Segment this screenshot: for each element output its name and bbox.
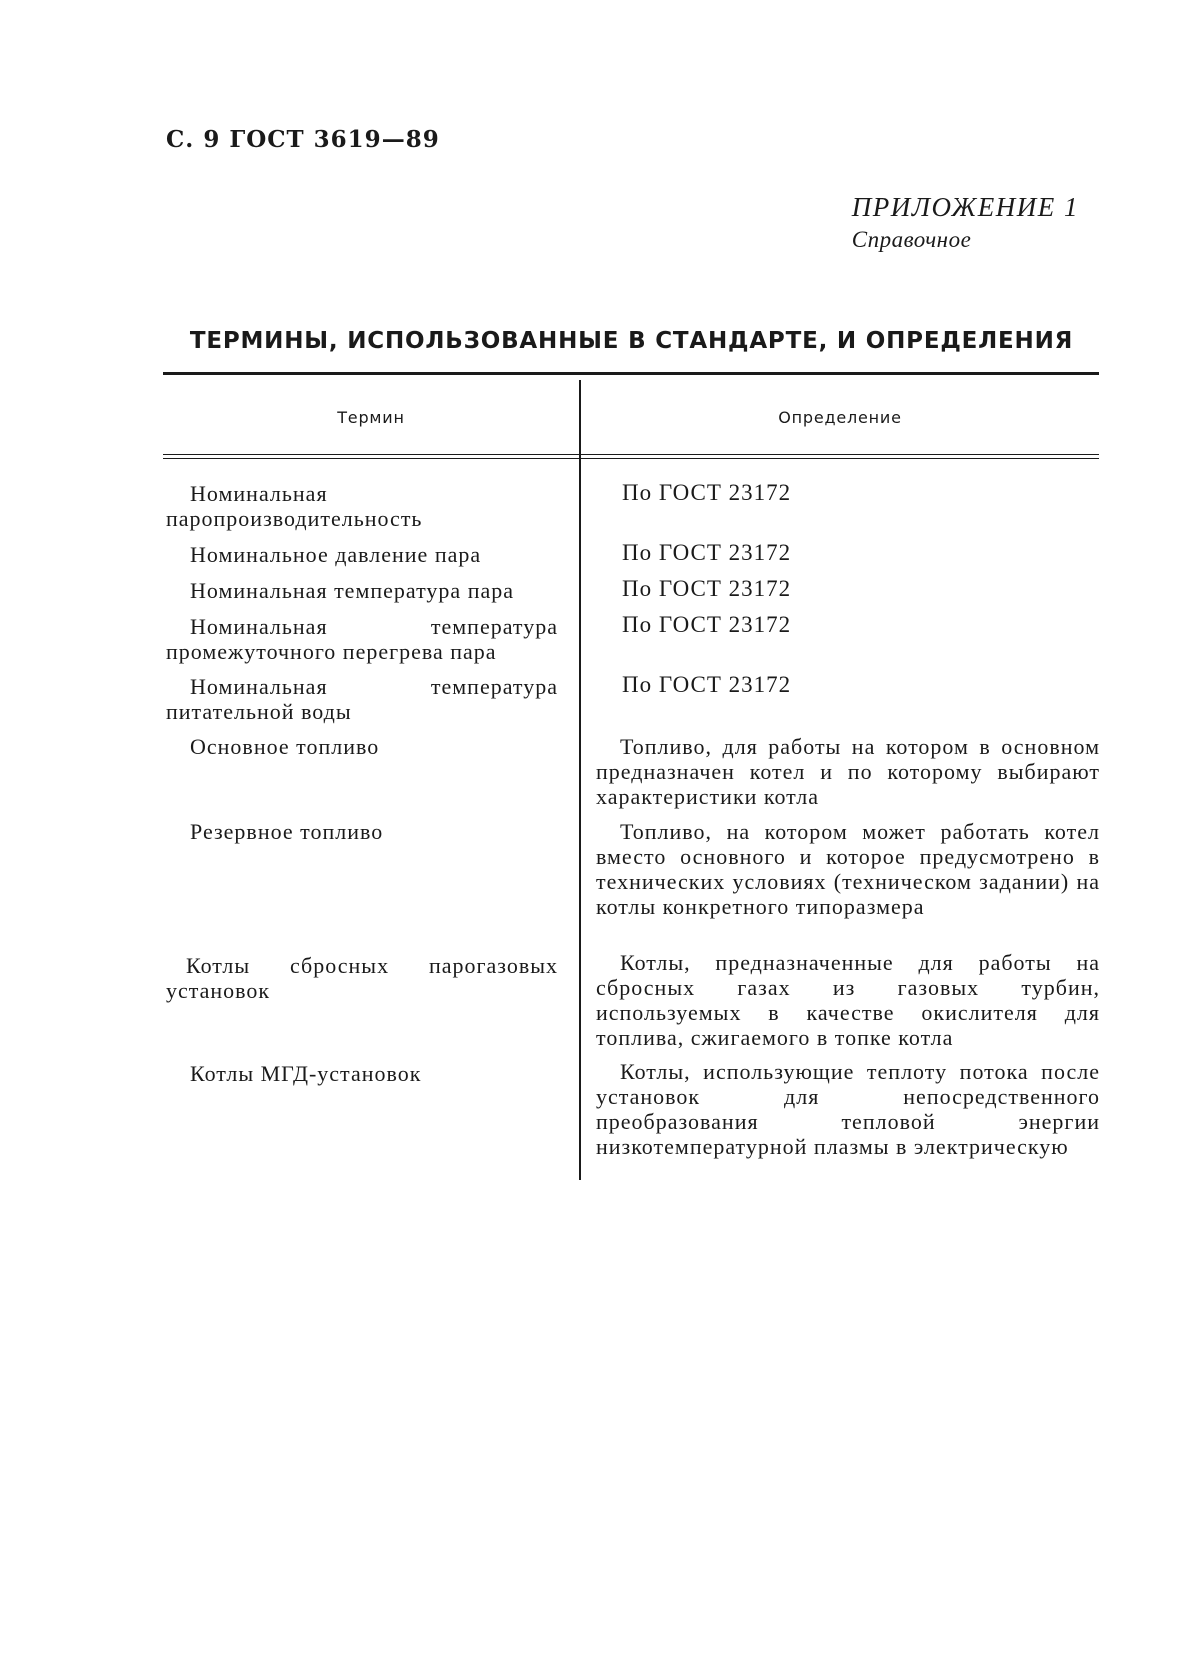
page-reference: С. 9 ГОСТ 3619—89: [166, 126, 440, 153]
table-row-definition: По ГОСТ 23172: [622, 672, 792, 697]
table-row-definition: Котлы, предназначенные для работы на сбросных газах из газовых турбин, используемых в качестве окислителя для топлива, сжигаемого в топке котла: [596, 950, 1100, 1050]
table-row-definition: По ГОСТ 23172: [622, 612, 792, 637]
table-row-definition: По ГОСТ 23172: [622, 480, 792, 505]
table-row-term: Котлы сбросных парогазовых установок: [166, 953, 558, 1003]
table-row-term: Котлы МГД-установок: [190, 1061, 422, 1086]
column-header-term: Термин: [337, 408, 405, 427]
table-row-term: Номинальное давление пара: [190, 542, 482, 567]
appendix-title: ПРИЛОЖЕНИЕ 1: [851, 192, 1079, 222]
appendix-label: [852, 192, 1079, 253]
table-header-rule: [163, 454, 1099, 455]
table-top-rule: [163, 372, 1099, 375]
table-row-definition: По ГОСТ 23172: [622, 540, 792, 565]
column-header-definition: Определение: [778, 408, 902, 427]
table-row-term: Номинальная температура пара: [190, 578, 514, 603]
table-row-definition: Топливо, на котором может работать котел вместо основного и которое предусмотрено в технических условиях (техническом задании) на котлы конкретного типоразмера: [596, 819, 1100, 919]
document-title: ТЕРМИНЫ, ИСПОЛЬЗОВАННЫЕ В СТАНДАРТЕ, И ОПРЕДЕЛЕНИЯ: [189, 328, 1074, 354]
table-row-term: Номинальная температура промежуточного перегрева пара: [166, 614, 558, 664]
table-row-term: Номинальная паропроизводительность: [166, 481, 423, 531]
table-header-rule-second: [163, 458, 1099, 459]
table-row-definition: Топливо, для работы на котором в основном предназначен котел и по которому выбирают характеристики котла: [596, 734, 1100, 809]
table-row-definition: Котлы, использующие теплоту потока после установок для непосредственного преобразования тепловой энергии низкотемпературной плазмы в электрическую: [596, 1059, 1100, 1159]
appendix-subtitle: Справочное: [851, 227, 972, 252]
table-row-term: Резервное топливо: [190, 819, 384, 844]
table-row-definition: По ГОСТ 23172: [622, 576, 792, 601]
table-row-term: Номинальная температура питательной воды: [166, 674, 558, 724]
table-row-term: Основное топливо: [190, 734, 380, 759]
table-column-divider: [579, 380, 581, 1180]
